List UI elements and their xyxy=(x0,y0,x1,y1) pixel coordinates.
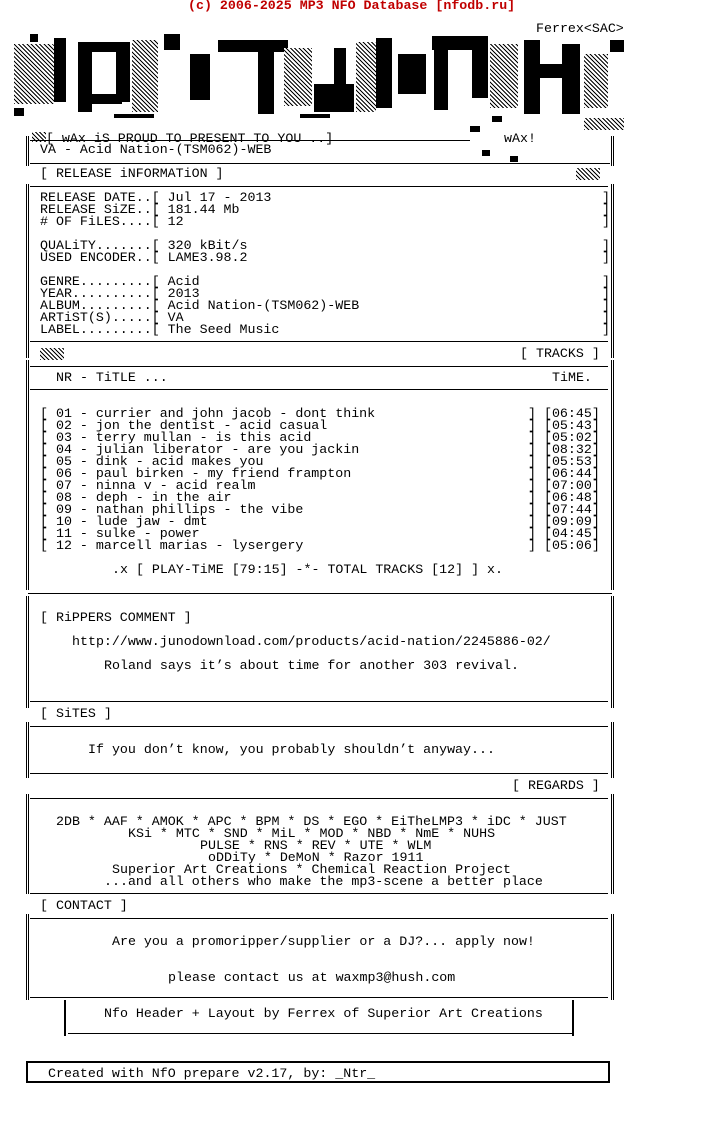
section-shade xyxy=(576,168,600,180)
regards-line: oDDiTy * DeMoN * Razor 1911 xyxy=(208,850,424,865)
regards-line: KSi * MTC * SND * MiL * MOD * NBD * NmE * NUHS xyxy=(128,826,496,841)
regards-line: ...and all others who make the mp3-scene a better place xyxy=(104,874,543,889)
track-time: ] [05:53] xyxy=(528,454,600,469)
regards-line: Superior Art Creations * Chemical Reaction Project xyxy=(112,862,511,877)
section-tracks: [ TRACKS ] xyxy=(520,346,600,361)
created-with: Created with NfO prepare v2.17, by: _Ntr_ xyxy=(48,1066,376,1081)
comment-text: Roland says it’s about time for another 303 revival. xyxy=(104,658,519,673)
info-line: QUALiTY.......[ 320 kBit/s xyxy=(40,238,248,253)
playtime-summary: .x [ PLAY-TiME [79:15] -*- TOTAL TRACKS [12] ] x. xyxy=(112,562,503,577)
track-row: [ 01 - currier and john jacob - dont think xyxy=(40,406,376,421)
divider xyxy=(30,366,608,367)
track-time: ] [05:02] xyxy=(528,430,600,445)
section-contact: [ CONTACT ] xyxy=(40,898,128,913)
track-row: [ 08 - deph - in the air xyxy=(40,490,232,505)
info-line: # OF FiLES....[ 12 xyxy=(40,214,184,229)
info-line: GENRE.........[ Acid xyxy=(40,274,200,289)
info-line: ALBUM.........[ Acid Nation-(TSM062)-WEB xyxy=(40,298,360,313)
info-line: YEAR..........[ 2013 xyxy=(40,286,200,301)
track-row: [ 09 - nathan phillips - the vibe xyxy=(40,502,304,517)
divider xyxy=(30,701,608,702)
track-row: [ 03 - terry mullan - is this acid xyxy=(40,430,312,445)
divider xyxy=(30,163,610,164)
divider xyxy=(30,341,608,342)
sites-text: If you don’t know, you probably shouldn’t anyway... xyxy=(88,742,495,757)
regards-line: PULSE * RNS * REV * UTE * WLM xyxy=(200,838,432,853)
divider xyxy=(30,773,608,774)
section-release-info: [ RELEASE iNFORMATiON ] xyxy=(40,166,224,181)
track-row: [ 11 - sulke - power xyxy=(40,526,200,541)
tracks-header-title: NR - TiTLE ... xyxy=(56,370,168,385)
track-row: [ 02 - jon the dentist - acid casual xyxy=(40,418,328,433)
ascii-logo xyxy=(14,34,626,120)
intro-shade xyxy=(584,118,624,130)
divider xyxy=(30,726,608,727)
track-row: [ 05 - dink - acid makes you xyxy=(40,454,264,469)
site-banner: (c) 2006-2025 MP3 NFO Database [nfodb.ru] xyxy=(188,0,516,13)
info-line: RELEASE SiZE..[ 181.44 Mb xyxy=(40,202,240,217)
info-line: LABEL.........[ The Seed Music xyxy=(40,322,280,337)
divider xyxy=(30,186,608,187)
track-time: ] [05:43] xyxy=(528,418,600,433)
info-line: RELEASE DATE..[ Jul 17 - 2013 xyxy=(40,190,272,205)
contact-line: please contact us at waxmp3@hush.com xyxy=(168,970,456,985)
divider xyxy=(30,893,608,894)
track-time: ] [07:44] xyxy=(528,502,600,517)
contact-frame xyxy=(26,914,614,1000)
section-rippers-comment: [ RiPPERS COMMENT ] xyxy=(40,610,192,625)
comment-url: http://www.junodownload.com/products/acid-nation/2245886-02/ xyxy=(72,634,551,649)
contact-line: Are you a promoripper/supplier or a DJ?... apply now! xyxy=(112,934,535,949)
intro-line: [ wAx iS PROUD TO PRESENT TO YOU ..] xyxy=(16,120,333,132)
art-credit: Ferrex<SAC> xyxy=(536,21,624,36)
track-time: ] [04:45] xyxy=(528,526,600,541)
track-time: ] [06:44] xyxy=(528,466,600,481)
track-time: ] [05:06] xyxy=(528,538,600,553)
divider xyxy=(68,1033,572,1034)
track-time: ] [06:45] xyxy=(528,406,600,421)
track-row: [ 06 - paul birken - my friend frampton xyxy=(40,466,352,481)
track-time: ] [07:00] xyxy=(528,478,600,493)
divider xyxy=(30,389,608,390)
divider xyxy=(30,997,608,998)
track-row: [ 12 - marcell marias - lysergery xyxy=(40,538,304,553)
track-row: [ 07 - ninna v - acid realm xyxy=(40,478,256,493)
group-tag: wAx! xyxy=(504,131,536,146)
track-time: ] [08:32] xyxy=(528,442,600,457)
tracks-header-time: TiME. xyxy=(552,370,592,385)
regards-line: 2DB * AAF * AMOK * APC * BPM * DS * EGO * EiTheLMP3 * iDC * JUST xyxy=(56,814,567,829)
track-time: ] [09:09] xyxy=(528,514,600,529)
scatter-block xyxy=(470,126,480,132)
section-shade xyxy=(40,348,64,360)
divider xyxy=(30,798,608,799)
section-regards: [ REGARDS ] xyxy=(512,778,600,793)
scatter-block xyxy=(492,116,502,122)
track-row: [ 10 - lude jaw - dmt xyxy=(40,514,208,529)
track-time: ] [06:48] xyxy=(528,490,600,505)
bracket-column: ] ] ] ] ] ] ] ] ] ] xyxy=(602,190,610,337)
divider xyxy=(28,593,612,594)
section-sites: [ SiTES ] xyxy=(40,706,112,721)
info-line: ARTiST(S).....[ VA xyxy=(40,310,184,325)
divider xyxy=(30,918,608,919)
release-title: VA - Acid Nation-(TSM062)-WEB xyxy=(40,142,272,157)
track-row: [ 04 - julian liberator - are you jackin xyxy=(40,442,360,457)
info-line: USED ENCODER..[ LAME3.98.2 xyxy=(40,250,248,265)
divider xyxy=(30,140,470,141)
layout-credit: Nfo Header + Layout by Ferrex of Superior Art Creations xyxy=(104,1006,543,1021)
